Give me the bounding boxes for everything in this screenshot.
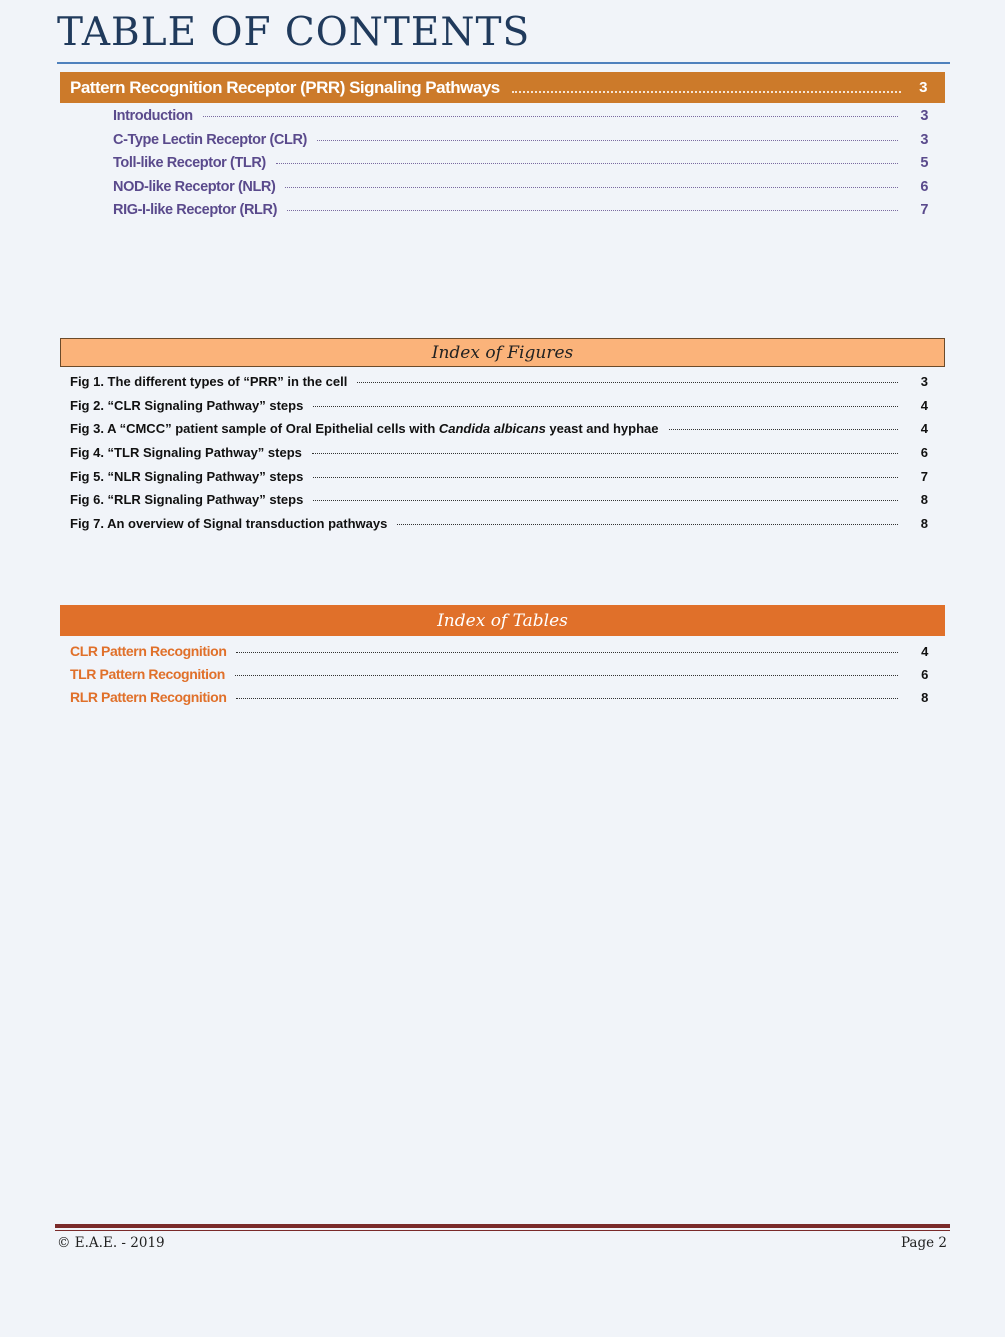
dot-leader	[236, 652, 898, 653]
figure-index-entry[interactable]	[70, 492, 928, 516]
dot-leader	[669, 429, 898, 430]
figure-caption	[70, 492, 303, 507]
toc-entry-label: C-Type Lectin Receptor (CLR)	[113, 131, 307, 148]
figure-caption-text: Fig 7. An overview of Signal transduction pathways	[70, 516, 388, 532]
toc-entry-label: NOD-like Receptor (NLR)	[113, 178, 276, 195]
figure-index-entry[interactable]	[70, 421, 928, 445]
table-index-entry[interactable]	[70, 643, 928, 666]
figure-caption-text: Fig 2. “CLR Signaling Pathway” steps	[70, 397, 304, 413]
figure-caption	[70, 398, 303, 413]
toc-subsection-entry[interactable]	[113, 155, 928, 179]
page-title: TABLE OF CONTENTS	[57, 10, 531, 55]
figure-caption	[70, 374, 347, 389]
figure-caption-species: Candida albicans	[438, 421, 546, 437]
dot-leader	[512, 82, 901, 93]
figure-page: 4	[920, 421, 928, 437]
figure-index-entry[interactable]	[70, 445, 928, 469]
dot-leader	[312, 453, 898, 454]
table-index-entry[interactable]	[70, 666, 928, 689]
toc-subsection-entry[interactable]	[113, 108, 928, 132]
dot-leader	[397, 524, 898, 525]
figure-page: 7	[920, 468, 928, 484]
toc-entry-page: 5	[920, 155, 928, 171]
dot-leader	[285, 187, 898, 188]
footer-page-number: Page 2	[900, 1235, 947, 1251]
toc-subsection-list	[113, 108, 928, 226]
toc-entry-page: 3	[920, 108, 928, 124]
toc-entry-page: 3	[920, 131, 928, 148]
dot-leader	[313, 406, 898, 407]
figure-index-list	[70, 374, 928, 540]
figure-caption	[70, 421, 659, 436]
dot-leader	[203, 116, 898, 117]
figure-caption-text: Fig 3. A “CMCC” patient sample of Oral Epithelial cells with	[70, 421, 439, 437]
figure-page: 4	[920, 397, 928, 413]
table-index-label: RLR Pattern Recognition	[70, 689, 227, 705]
dot-leader	[313, 500, 898, 501]
table-index-entry[interactable]	[70, 689, 928, 712]
figure-page: 3	[920, 374, 928, 389]
footer-copyright: © E.A.E. - 2019	[57, 1235, 165, 1251]
figure-index-entry[interactable]	[70, 469, 928, 493]
figure-caption	[70, 445, 302, 460]
table-index-page: 8	[921, 690, 928, 705]
footer-rule	[55, 1224, 950, 1228]
toc-main-entry-page: 3	[919, 79, 927, 96]
toc-subsection-entry[interactable]	[113, 179, 928, 203]
dot-leader	[287, 210, 898, 211]
figure-caption-text-end: yeast and hyphae	[545, 421, 659, 437]
table-index-page: 4	[921, 644, 928, 659]
dot-leader	[235, 675, 898, 676]
table-index-label: TLR Pattern Recognition	[70, 666, 225, 682]
toc-subsection-entry[interactable]	[113, 132, 928, 156]
toc-entry-label: Toll-like Receptor (TLR)	[113, 155, 266, 171]
table-index-list	[70, 643, 928, 712]
figure-caption-text: Fig 4. “TLR Signaling Pathway” steps	[70, 445, 302, 461]
dot-leader	[357, 382, 898, 383]
toc-entry-page: 6	[920, 178, 928, 195]
dot-leader	[317, 140, 898, 141]
figure-page: 6	[920, 445, 928, 461]
table-index-page: 6	[921, 667, 928, 682]
figure-index-entry[interactable]	[70, 516, 928, 540]
figure-index-entry[interactable]	[70, 374, 928, 398]
figure-caption-text: Fig 1. The different types of “PRR” in the cell	[70, 374, 348, 389]
toc-main-entry-label: Pattern Recognition Receptor (PRR) Signaling Pathways	[70, 77, 500, 97]
figure-caption	[70, 516, 387, 531]
title-underline	[57, 62, 950, 64]
figure-page: 8	[920, 516, 928, 532]
figure-index-entry[interactable]	[70, 398, 928, 422]
figure-caption-text: Fig 5. “NLR Signaling Pathway” steps	[70, 468, 304, 484]
index-of-tables-header: Index of Tables	[60, 605, 945, 636]
index-of-figures-header: Index of Figures	[60, 338, 945, 367]
dot-leader	[276, 163, 898, 164]
figure-page: 8	[920, 492, 928, 508]
dot-leader	[313, 477, 898, 478]
toc-entry-label: Introduction	[113, 108, 193, 124]
table-index-label: CLR Pattern Recognition	[70, 643, 227, 659]
figure-caption-text: Fig 6. “RLR Signaling Pathway” steps	[70, 492, 304, 508]
footer-rule-thin	[55, 1230, 950, 1231]
toc-entry-page: 7	[920, 202, 928, 218]
toc-subsection-entry[interactable]	[113, 202, 928, 226]
figure-caption	[70, 469, 303, 484]
toc-entry-label: RIG-I-like Receptor (RLR)	[113, 202, 278, 218]
toc-main-entry[interactable]	[60, 72, 945, 103]
dot-leader	[236, 698, 898, 699]
